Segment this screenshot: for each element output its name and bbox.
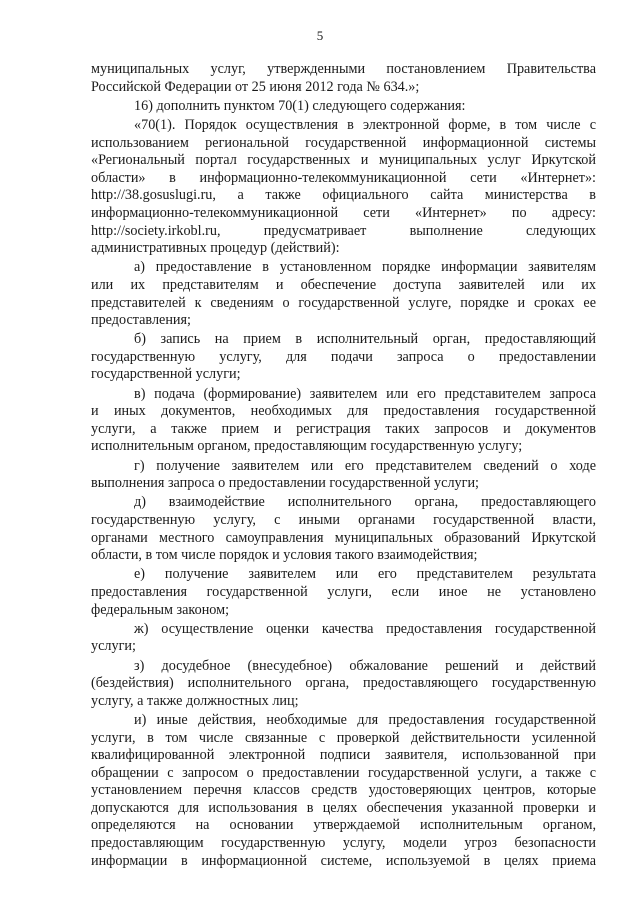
text-line: «70(1). Порядок осуществления в электронной форме, в том числе с: [134, 116, 596, 133]
paragraph: [91, 98, 596, 116]
text-line: услуги, а также прием и регистрация таких запросов и документов: [91, 420, 596, 437]
text-line: г) получение заявителем или его представителем сведений о ходе: [134, 457, 596, 474]
text-line: а) предоставление в установленном порядке информации заявителям: [134, 259, 596, 276]
paragraph: [91, 658, 596, 711]
text-line: «Региональный портал государственных и муниципальных услуг Иркутской: [91, 152, 596, 169]
paragraph: [91, 458, 596, 493]
paragraph: [91, 331, 596, 384]
text-line: использованием региональной государственной информационной системы: [91, 134, 596, 151]
text-line: области» в информационно-телекоммуникационной сети «Интернет»:: [91, 169, 596, 186]
paragraph: [91, 61, 596, 96]
document-body: [91, 61, 596, 872]
text-line: предоставления государственной услуги, если иное не установлено: [91, 583, 596, 600]
text-line: з) досудебное (внесудебное) обжалование решений и действий: [134, 657, 596, 674]
page-number: 5: [316, 28, 324, 43]
text-line: предоставления;: [91, 312, 191, 329]
text-line: государственной услуги;: [91, 366, 241, 383]
text-line: http://society.irkobl.ru, предусматривает выполнение следующих: [91, 222, 596, 239]
text-line: http://38.gosuslugi.ru, а также официального сайта министерства в: [91, 187, 596, 204]
text-line: установлением перечня классов средств удостоверяющих центров, которые: [91, 782, 596, 799]
text-line: федеральным законом;: [91, 601, 230, 618]
text-line: выполнения запроса о предоставлении государственной услуги;: [91, 475, 479, 492]
text-line: и иных документов, необходимых для предоставления государственной: [91, 403, 596, 420]
text-line: допускаются для использования в целях обеспечения указанной проверки и: [91, 799, 596, 816]
text-line: услуги;: [91, 638, 136, 655]
text-line: обращении с запросом о предоставлении государственной услуги, а также с: [91, 764, 596, 781]
text-line: в) подача (формирование) заявителем или его представителем запроса: [134, 385, 596, 402]
text-line: административных процедур (действий):: [91, 240, 340, 257]
paragraph: [91, 621, 596, 656]
text-line: предоставляющим государственную услугу, модели угроз безопасности: [91, 835, 596, 852]
text-line: и) иные действия, необходимые для предоставления государственной: [134, 711, 596, 728]
text-line: б) запись на прием в исполнительный орган, предоставляющий: [134, 331, 596, 348]
text-line: определяются на основании утверждаемой исполнительным органом,: [91, 817, 596, 834]
text-line: исполнительным органом, предоставляющим государственную услугу;: [91, 438, 523, 455]
text-line: органами местного самоуправления муниципальных образований Иркутской: [91, 529, 596, 546]
text-line: услуги, в том числе связанные с проверкой действительности усиленной: [91, 729, 596, 746]
text-line: области, в том числе порядок и условия такого взаимодействия;: [91, 547, 478, 564]
paragraph: [91, 712, 596, 870]
text-line: представителей к сведениям о государственной услуге, порядке и сроках ее: [91, 294, 596, 311]
text-line: д) взаимодействие исполнительного органа, предоставляющего: [134, 494, 596, 511]
text-line: Российской Федерации от 25 июня 2012 года № 634.»;: [91, 78, 420, 95]
text-line: квалифицированной электронной подписи заявителя, использованной при: [91, 747, 596, 764]
text-line: государственную услугу, с иными органами государственной власти,: [91, 512, 596, 528]
text-line: или их представителям и обеспечение доступа заявителей или их: [91, 276, 596, 293]
paragraph: [91, 117, 596, 258]
paragraph: [91, 259, 596, 329]
paragraph: [91, 566, 596, 619]
text-line: муниципальных услуг, утвержденными постановлением Правительства: [91, 61, 596, 77]
paragraph: [91, 386, 596, 456]
text-line: информационно-телекоммуникационной сети «Интернет» по адресу:: [91, 204, 596, 221]
text-line: 16) дополнить пунктом 70(1) следующего содержания:: [134, 97, 466, 114]
text-line: ж) осуществление оценки качества предоставления государственной: [134, 620, 596, 637]
text-line: информации в информационной системе, используемой в целях приема: [91, 852, 596, 869]
text-line: (бездействия) исполнительного органа, предоставляющего государственную: [91, 675, 596, 692]
text-line: е) получение заявителем или его представителем результата: [134, 566, 596, 583]
paragraph: [91, 494, 596, 564]
text-line: услугу, а также должностных лиц;: [91, 692, 299, 709]
text-line: государственную услугу, для подачи запроса о предоставлении: [91, 348, 596, 365]
